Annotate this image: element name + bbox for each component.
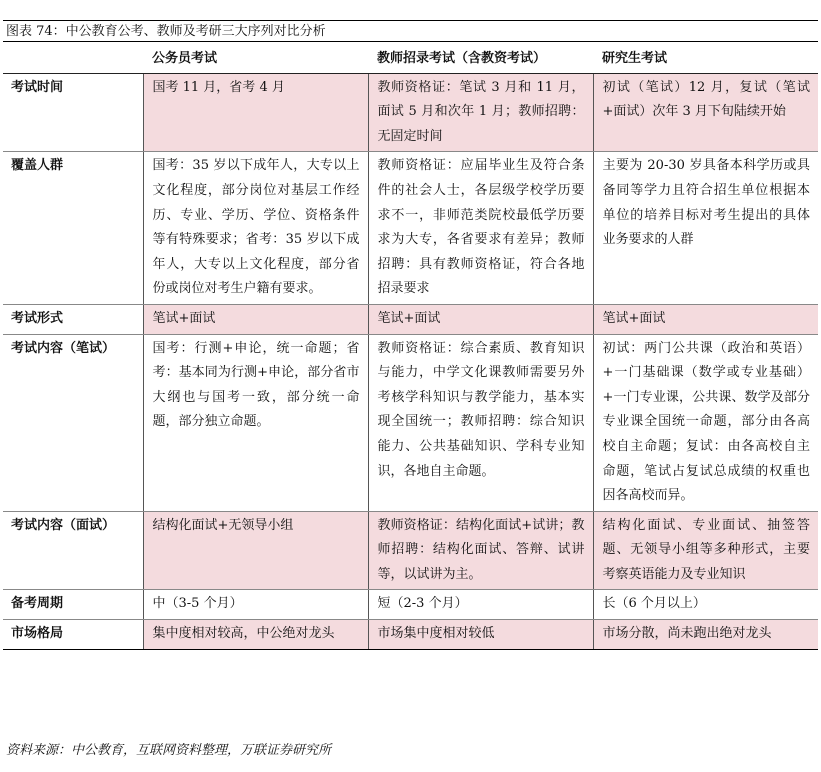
header-teacher-exam: 教师招录考试（含教资考试） xyxy=(368,46,593,73)
table-cell: 结构化面试+无领导小组 xyxy=(143,511,368,590)
row-label: 备考周期 xyxy=(3,590,143,620)
table-row xyxy=(3,334,818,511)
table-cell: 国考 11 月，省考 4 月 xyxy=(143,73,368,152)
table-cell: 教师资格证：应届毕业生及符合条件的社会人士，各层级学校学历要求不一，非师范类院校最低学历要求为大专，各省要求有差异；教师招聘：具有教师资格证，符合各地招录要求 xyxy=(368,152,593,305)
table-cell: 市场分散，尚未跑出绝对龙头 xyxy=(593,620,818,650)
table-cell: 国考：行测+申论，统一命题；省考：基本同为行测+申论，部分省市大纲也与国考一致，部分统一命题，部分独立命题。 xyxy=(143,334,368,511)
table-cell: 教师资格证：笔试 3 月和 11 月，面试 5 月和次年 1 月；教师招聘：无固定时间 xyxy=(368,73,593,152)
table-cell: 中（3-5 个月） xyxy=(143,590,368,620)
table-cell: 国考：35 岁以下成年人，大专以上文化程度，部分岗位对基层工作经历、专业、学历、学位、资格条件等有特殊要求；省考：35 岁以下成年人，大专以上文化程度，部分省份或岗位对考生户籍有要求。 xyxy=(143,152,368,305)
table-cell: 主要为 20-30 岁具备本科学历或具备同等学力且符合招生单位根据本单位的培养目标对考生提出的具体业务要求的人群 xyxy=(593,152,818,305)
table-caption: 图表 74：中公教育公考、教师及考研三大序列对比分析 xyxy=(3,20,818,42)
header-civil-service: 公务员考试 xyxy=(143,46,368,73)
table-cell: 笔试+面试 xyxy=(593,304,818,334)
table-cell: 初试：两门公共课（政治和英语）+一门基础课（数学或专业基础）+一门专业课，公共课、数学及部分专业课全国统一命题，部分由各高校自主命题；复试：由各高校自主命题，笔试占复试总成绩的权重也因各高校而异。 xyxy=(593,334,818,511)
row-label: 覆盖人群 xyxy=(3,152,143,305)
table-cell: 教师资格证：综合素质、教育知识与能力，中学文化课教师需要另外考核学科知识与教学能力，基本实现全国统一；教师招聘：综合知识能力、公共基础知识、学科专业知识，各地自主命题。 xyxy=(368,334,593,511)
table-row xyxy=(3,590,818,620)
table-row xyxy=(3,152,818,305)
table-cell: 结构化面试、专业面试、抽签答题、无领导小组等多种形式，主要考察英语能力及专业知识 xyxy=(593,511,818,590)
table-cell: 笔试+面试 xyxy=(368,304,593,334)
table-row xyxy=(3,511,818,590)
table-cell: 长（6 个月以上） xyxy=(593,590,818,620)
row-label: 考试内容（笔试） xyxy=(3,334,143,511)
table-cell: 集中度相对较高，中公绝对龙头 xyxy=(143,620,368,650)
table-row xyxy=(3,73,818,152)
source-note: 资料来源：中公教育，互联网资料整理，万联证券研究所 xyxy=(6,743,332,758)
table-cell: 短（2-3 个月） xyxy=(368,590,593,620)
row-label: 考试形式 xyxy=(3,304,143,334)
comparison-table xyxy=(3,46,818,650)
table-cell: 市场集中度相对较低 xyxy=(368,620,593,650)
table-row xyxy=(3,620,818,650)
table-cell: 笔试+面试 xyxy=(143,304,368,334)
table-cell: 教师资格证：结构化面试+试讲；教师招聘：结构化面试、答辩、试讲等，以试讲为主。 xyxy=(368,511,593,590)
row-label: 考试时间 xyxy=(3,73,143,152)
table-cell: 初试（笔试）12 月，复试（笔试+面试）次年 3 月下旬陆续开始 xyxy=(593,73,818,152)
row-label: 考试内容（面试） xyxy=(3,511,143,590)
header-graduate-exam: 研究生考试 xyxy=(593,46,818,73)
table-row xyxy=(3,304,818,334)
row-label: 市场格局 xyxy=(3,620,143,650)
header-corner xyxy=(3,46,143,73)
header-row xyxy=(3,46,818,73)
